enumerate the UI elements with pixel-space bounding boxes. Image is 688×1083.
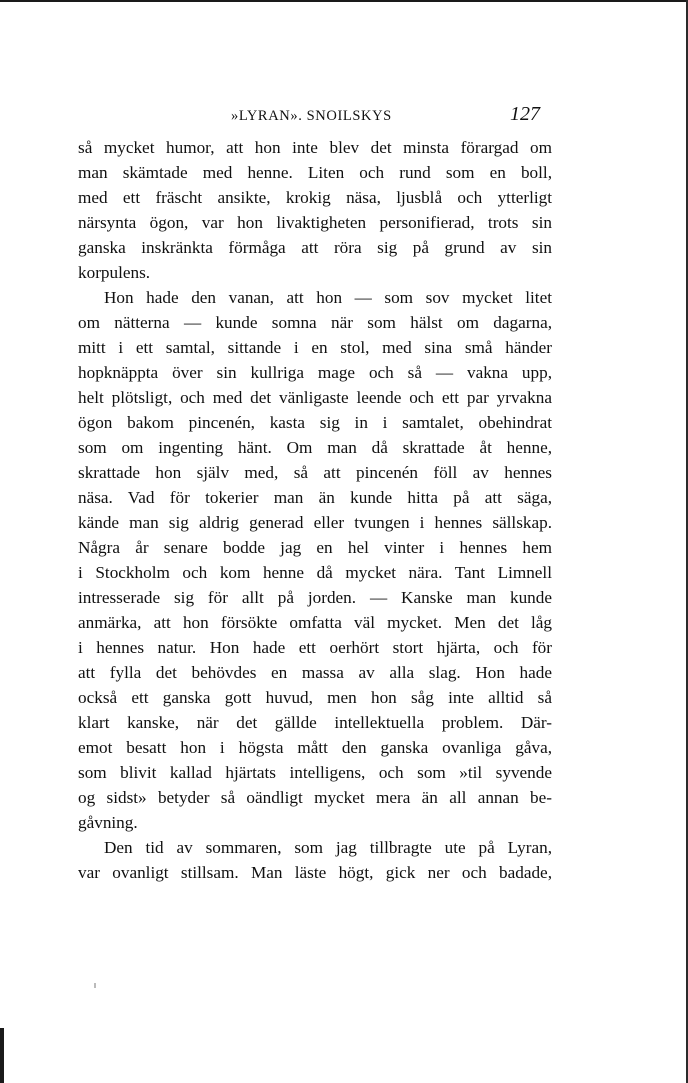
text-line: närsynta ögon, var hon livaktigheten personifierad, trots sin: [78, 213, 552, 232]
text-line: og sidst» betyder så oändligt mycket mera än all annan be-: [78, 788, 552, 807]
text-line: i hennes natur. Hon hade ett oerhört stort hjärta, och för: [78, 638, 552, 657]
text-line: ögon bakom pincenén, kasta sig in i samtalet, obehindrat: [78, 413, 552, 432]
text-line: helt plötsligt, och med det vänligaste leende och ett par yrvakna: [78, 388, 552, 407]
paragraph-start-line: Den tid av sommaren, som jag tillbragte ute på Lyran,: [104, 838, 552, 857]
text-line: som om ingenting hänt. Om man då skrattade åt henne,: [78, 438, 552, 457]
text-line: att fylla det behövdes en massa av alla slag. Hon hade: [78, 663, 552, 682]
text-line: hopknäppta över sin kullriga mage och så — vakna upp,: [78, 363, 552, 382]
page-top-edge: [0, 0, 688, 2]
text-line: med ett fräscht ansikte, krokig näsa, ljusblå och ytterligt: [78, 188, 552, 207]
text-line: intresserade sig för allt på jorden. — Kanske man kunde: [78, 588, 552, 607]
text-line: klart kanske, när det gällde intellektuella problem. Där-: [78, 713, 552, 732]
text-line: mitt i ett samtal, sittande i en stol, med sina små händer: [78, 338, 552, 357]
text-line: gåvning.: [78, 813, 138, 832]
text-line: man skämtade med henne. Liten och rund som en boll,: [78, 163, 552, 182]
text-line: näsa. Vad för tokerier man än kunde hitta på att säga,: [78, 488, 552, 507]
running-head: [0, 104, 688, 128]
page-number: 127: [510, 103, 540, 125]
text-line: ganska inskränkta förmåga att röra sig på grund av sin: [78, 238, 552, 257]
text-line: korpulens.: [78, 263, 151, 282]
text-line: om nätterna — kunde somna när som hälst om dagarna,: [78, 313, 552, 332]
text-line: var ovanligt stillsam. Man läste högt, gick ner och badade,: [78, 863, 552, 882]
text-line: också ett ganska gott huvud, men hon såg inte alltid så: [78, 688, 552, 707]
text-line: Några år senare bodde jag en hel vinter i hennes hem: [78, 538, 552, 557]
running-title: »LYRAN». SNOILSKYS: [231, 108, 392, 124]
binding-mark: [0, 1028, 4, 1083]
text-line: anmärka, att hon försökte omfatta väl mycket. Men det låg: [78, 613, 552, 632]
text-line: som blivit kallad hjärtats intelligens, och som »til syvende: [78, 763, 552, 782]
paper-speck: [94, 983, 96, 988]
text-line: så mycket humor, att hon inte blev det minsta förargad om: [78, 138, 552, 157]
text-line: skrattade hon själv med, så att pincenén föll av hennes: [78, 463, 552, 482]
text-line: emot besatt hon i högsta mått den ganska ovanliga gåva,: [78, 738, 552, 757]
paragraph-start-line: Hon hade den vanan, att hon — som sov mycket litet: [104, 288, 552, 307]
text-line: kände man sig aldrig generad eller tvungen i hennes sällskap.: [78, 513, 552, 532]
body-text: [78, 135, 552, 885]
text-line: i Stockholm och kom henne då mycket nära. Tant Limnell: [78, 563, 552, 582]
